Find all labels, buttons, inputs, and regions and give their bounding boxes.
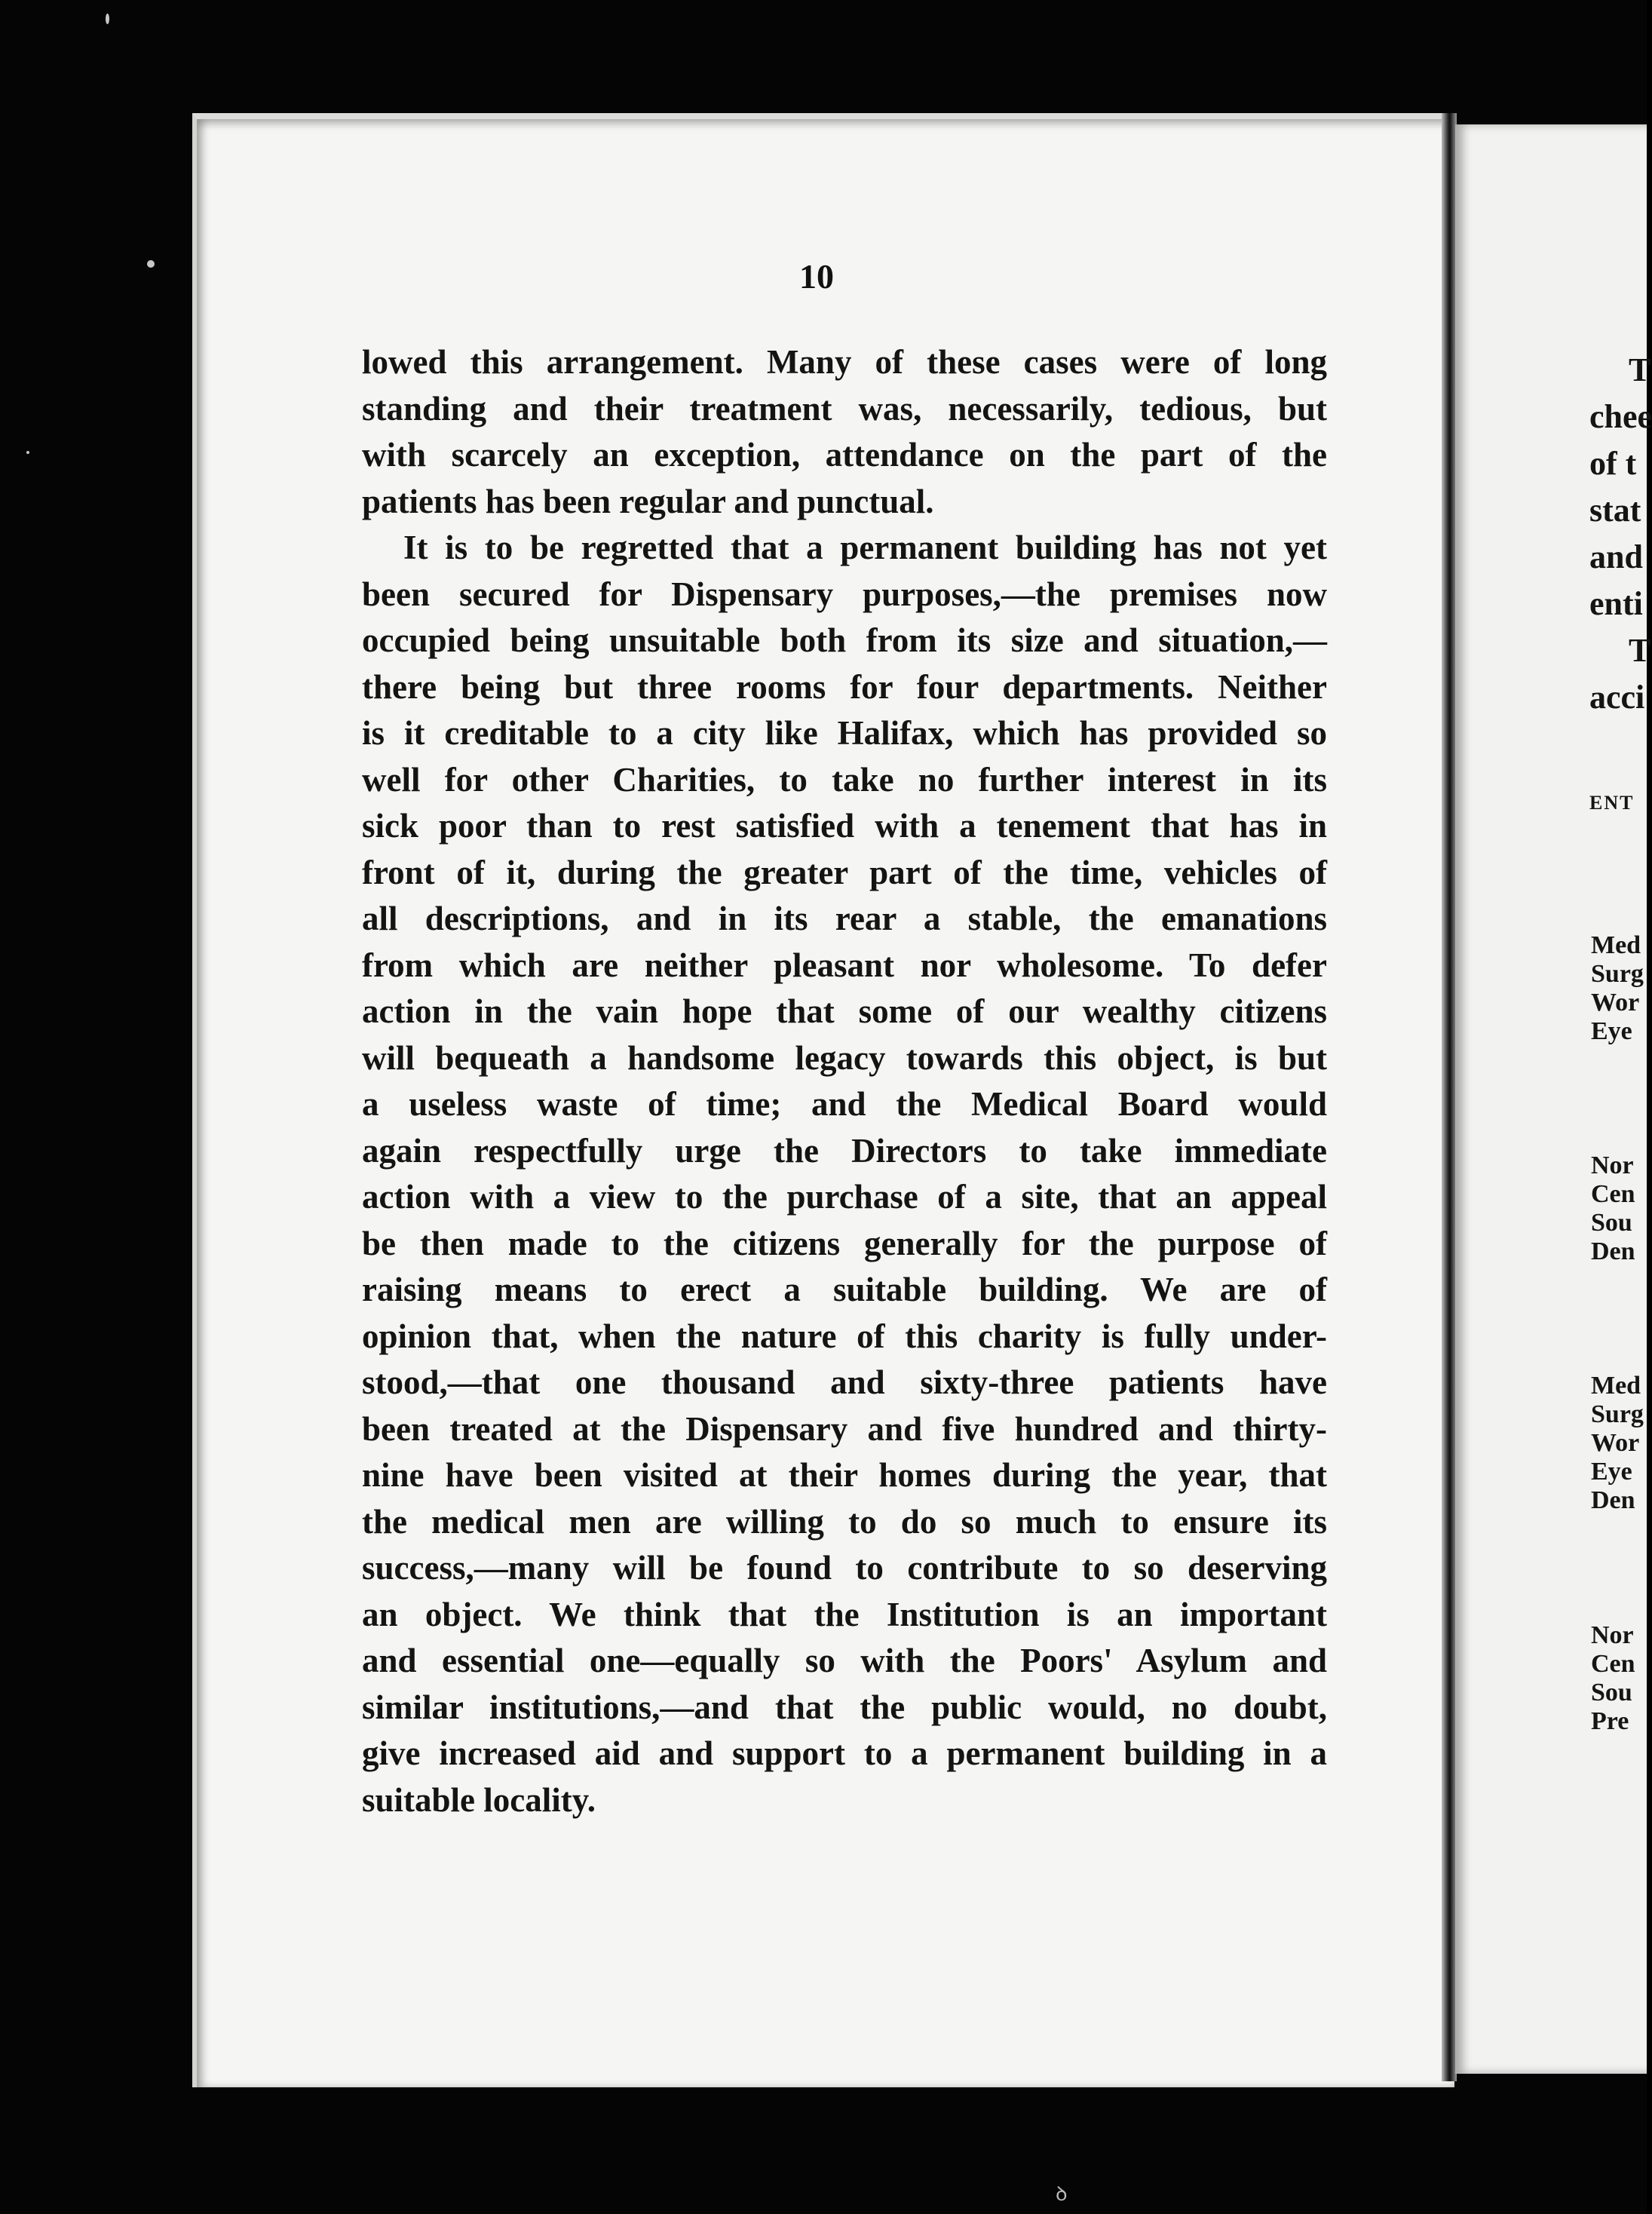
text-line: there being but three rooms for four departments. Neither (362, 667, 1327, 706)
text-line: been treated at the Dispensary and five hundred and thirty- (362, 1409, 1327, 1448)
dust-speck (106, 14, 109, 24)
text-line: similar institutions,—and that the public would, no doubt, (362, 1688, 1327, 1726)
text-line: lowed this arrangement. Many of these cases were of long (362, 343, 1327, 381)
text-line: been secured for Dispensary purposes,—the premises now (362, 575, 1327, 613)
facing-fragment: Den (1591, 1237, 1635, 1265)
facing-fragment: Eye (1591, 1017, 1632, 1045)
facing-fragment: Cen (1591, 1180, 1635, 1208)
facing-fragment: enti (1589, 585, 1643, 622)
text-line: an object. We think that the Institution is an important (362, 1595, 1327, 1633)
facing-fragment: chee (1589, 398, 1652, 435)
text-line: It is to be regretted that a permanent building has not yet (403, 529, 1327, 566)
text-line: standing and their treatment was, necessarily, tedious, but (362, 389, 1327, 428)
facing-fragment: Pre (1591, 1707, 1629, 1735)
text-line: stood,—that one thousand and sixty-three patients have (362, 1363, 1327, 1401)
text-line: patients has been regular and punctual. (362, 482, 934, 520)
facing-fragment: Wor (1591, 989, 1640, 1017)
text-line: raising means to erect a suitable building. We are of (362, 1271, 1327, 1308)
text-line: a useless waste of time; and the Medical Board would (362, 1085, 1327, 1123)
text-line: occupied being unsuitable both from its size and situation,— (362, 621, 1327, 659)
text-line: success,—many will be found to contribute to so deserving (362, 1549, 1327, 1587)
facing-fragment: Wor (1591, 1429, 1640, 1457)
facing-fragment: Den (1591, 1486, 1635, 1514)
facing-fragment: Eye (1591, 1458, 1632, 1486)
text-line: and essential one—equally so with the Poors' Asylum and (362, 1642, 1327, 1679)
bottom-mark: ꝺ (1056, 2183, 1068, 2205)
facing-page (1455, 124, 1652, 2074)
text-line: front of it, during the greater part of the time, vehicles of (362, 853, 1327, 891)
text-line: give increased aid and support to a permanent building in a (362, 1734, 1327, 1772)
facing-fragment: Sou (1591, 1209, 1632, 1237)
text-line: be then made to the citizens generally for the purpose of (362, 1224, 1327, 1262)
facing-fragment: and (1589, 538, 1643, 575)
book-gutter (1442, 113, 1457, 2081)
text-line: with scarcely an exception, attendance on the part of the (362, 436, 1327, 474)
text-line: sick poor than to rest satisfied with a tenement that has in (362, 807, 1327, 845)
text-line: the medical men are willing to do so much to ensure its (362, 1502, 1327, 1541)
text-line: again respectfully urge the Directors to take immediate (362, 1131, 1327, 1170)
facing-fragment: Nor (1591, 1621, 1634, 1649)
facing-fragment: acci (1589, 679, 1645, 716)
facing-fragment: Sou (1591, 1679, 1632, 1706)
dust-speck (147, 260, 155, 268)
text-line: suitable locality. (362, 1780, 596, 1819)
text-line: opinion that, when the nature of this charity is fully under- (362, 1317, 1327, 1355)
facing-fragment: Med (1591, 931, 1641, 959)
facing-heading-fragment: ENT (1589, 792, 1635, 814)
text-line: well for other Charities, to take no further interest in its (362, 760, 1327, 799)
text-line: from which are neither pleasant nor wholesome. To defer (362, 946, 1327, 984)
facing-fragment: stat (1589, 492, 1641, 529)
facing-fragment: of t (1589, 445, 1637, 482)
text-line: all descriptions, and in its rear a stable, the emanations (362, 900, 1327, 937)
facing-fragment: Nor (1591, 1151, 1634, 1179)
text-line: action with a view to the purchase of a site, that an appeal (362, 1178, 1327, 1216)
facing-fragment: T (1629, 632, 1651, 669)
page-number: 10 (799, 257, 834, 296)
text-line: will bequeath a handsome legacy towards this object, is but (362, 1038, 1327, 1077)
facing-fragment: Cen (1591, 1650, 1635, 1678)
text-line: action in the vain hope that some of our wealthy citizens (362, 992, 1327, 1030)
text-line: nine have been visited at their homes during the year, that (362, 1456, 1327, 1494)
facing-fragment: T (1629, 351, 1651, 388)
dust-speck (26, 451, 29, 454)
facing-fragment: Surg (1591, 1400, 1644, 1428)
text-line: is it creditable to a city like Halifax, which has provided so (362, 714, 1327, 752)
body-text (362, 339, 1327, 1823)
facing-fragment: Med (1591, 1372, 1641, 1400)
facing-fragment: Surg (1591, 960, 1644, 988)
